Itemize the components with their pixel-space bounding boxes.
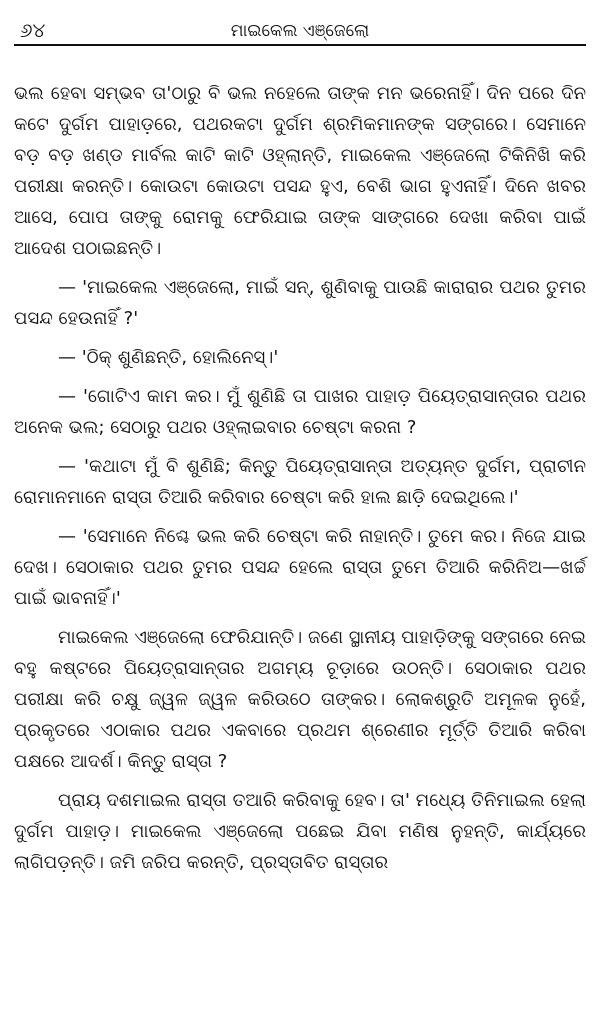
- paragraph: — 'ଗୋଟିଏ କାମ କର। ମୁଁ ଶୁଣିଛି ତା ପାଖର ପାହାଡ଼ ପିୟେତ୍ରାସାନ୍ତାର ପଥର ଅନେକ ଭଲ; ସେଠାରୁ ପଥର ଓହ୍ଲାଇବାର ଚେଷ୍ଟା କରନା ?: [14, 386, 586, 438]
- paragraph: ମାଇକେଲ ଏଞ୍ଜେଲୋ ଫେରିଯାନ୍ତି। ଜଣେ ସ୍ଥାନୀୟ ପାହାଡ଼ିଙ୍କୁ ସଙ୍ଗରେ ନେଇ ବହୁ କଷ୍ଟରେ ପିୟେତ୍ରାସାନ୍ତାର ଅଗମ୍ୟ ଚୂଡ଼ାରେ ଉଠନ୍ତି। ସେଠାକାର ପଥର ପରୀକ୍ଷା କରି ଚକ୍ଷୁ ଜ୍ୱଳ ଜ୍ୱଳ କରିଉଠେ ତାଙ୍କର। ଲୋକଶ୍ରୁତି ଅମୂଳକ ନୁହେଁ, ପ୍ରକୃତରେ ଏଠାକାର ପଥର ଏକବାରେ ପ୍ରଥମ ଶ୍ରେଣୀର ମୂର୍ତ୍ତି ତିଆରି କରିବା ପକ୍ଷରେ ଆଦର୍ଶ। କିନ୍ତୁ ରାସ୍ତା ?: [14, 627, 586, 772]
- header-rule: [14, 44, 586, 46]
- paragraph: — 'କଥାଟା ମୁଁ ବି ଶୁଣିଛି; କିନ୍ତୁ ପିୟେତ୍ରାସାନ୍ତା ଅତ୍ୟନ୍ତ ଦୁର୍ଗମ, ପ୍ରାଚୀନ ରୋମାନମାନେ ରାସ୍ତା ତିଆରି କରିବାର ଚେଷ୍ଟା କରି ହାଲ ଛାଡ଼ି ଦେଇଥିଲେ।': [14, 456, 586, 508]
- paragraph: ଭଲ ହେବା ସମ୍ଭବ ତା'ଠାରୁ ବି ଭଲ ନହେଲେ ତାଙ୍କ ମନ ଭରେନାହିଁ। ଦିନ ପରେ ଦିନ କଟେ ଦୁର୍ଗମ ପାହାଡ଼ରେ, ପଥରକଟା ଦୁର୍ଗମ ଶ୍ରମିକମାନଙ୍କ ସଙ୍ଗରେ। ସେମାନେ ବଡ଼ ବଡ଼ ଖଣ୍ଡ ମାର୍ବଲ କାଟି କାଟି ଓହ୍ଲାନ୍ତି, ମାଇକେଲ ଏଞ୍ଜେଲୋ ଟିକିନିଖି କରି ପରୀକ୍ଷା କରନ୍ତି। କୋଉଟା କୋଉଟା ପସନ୍ଦ ହୁଏ, ବେଶି ଭାଗ ହୁଏନାହିଁ। ଦିନେ ଖବର ଆସେ, ପୋପ ତାଙ୍କୁ ରୋମକୁ ଫେରିଯାଇ ତାଙ୍କ ସାଙ୍ଗରେ ଦେଖା କରିବା ପାଇଁ ଆଦେଶ ପଠାଇଛନ୍ତି।: [14, 83, 586, 259]
- body-text: [14, 78, 586, 886]
- page-header: [14, 8, 586, 44]
- paragraph: — 'ଠିକ୍ ଶୁଣିଛନ୍ତି, ହୋଲିନେସ୍।': [58, 347, 279, 368]
- paragraph: ପ୍ରାୟ ଦଶମାଇଲ ରାସ୍ତା ତଆରି କରିବାକୁ ହେବ। ତା' ମଧ୍ୟେ ତିନିମାଇଲ ହେଲା ଦୁର୍ଗମ ପାହାଡ଼। ମାଇକେଲ ଏଞ୍ଜେଲୋ ପଛେଇ ଯିବା ମଣିଷ ନୁହନ୍ତି, କାର୍ଯ୍ୟରେ ଲାଗିପଡ଼ନ୍ତି। ଜମି ଜରିପ କରନ୍ତି, ପ୍ରସ୍ତାବିତ ରାସ୍ତାର: [14, 790, 586, 873]
- paragraph: — 'ମାଇକେଲ ଏଞ୍ଜେଲୋ, ମାଇଁ ସନ୍, ଶୁଣିବାକୁ ପାଉଛି କାରାରାର ପଥର ତୁମର ପସନ୍ଦ ହେଉନାହିଁ ?': [14, 277, 586, 329]
- page-number: ୬୪: [20, 18, 46, 42]
- running-title: ମାଇକେଲ ଏଞ୍ଜେଲୋ: [230, 21, 370, 41]
- paragraph: — 'ସେମାନେ ନିଶ୍ଚେ ଭଲ କରି ଚେଷ୍ଟା କରି ନାହାନ୍ତି। ତୁମେ କର। ନିଜେ ଯାଇ ଦେଖ। ସେଠାକାର ପଥର ତୁମର ପସନ୍ଦ ହେଲେ ରାସ୍ତା ତୁମେ ତିଆରି କରିନିଅ—ଖର୍ଚ୍ଚ ପାଇଁ ଭାବନାହିଁ।': [14, 526, 586, 609]
